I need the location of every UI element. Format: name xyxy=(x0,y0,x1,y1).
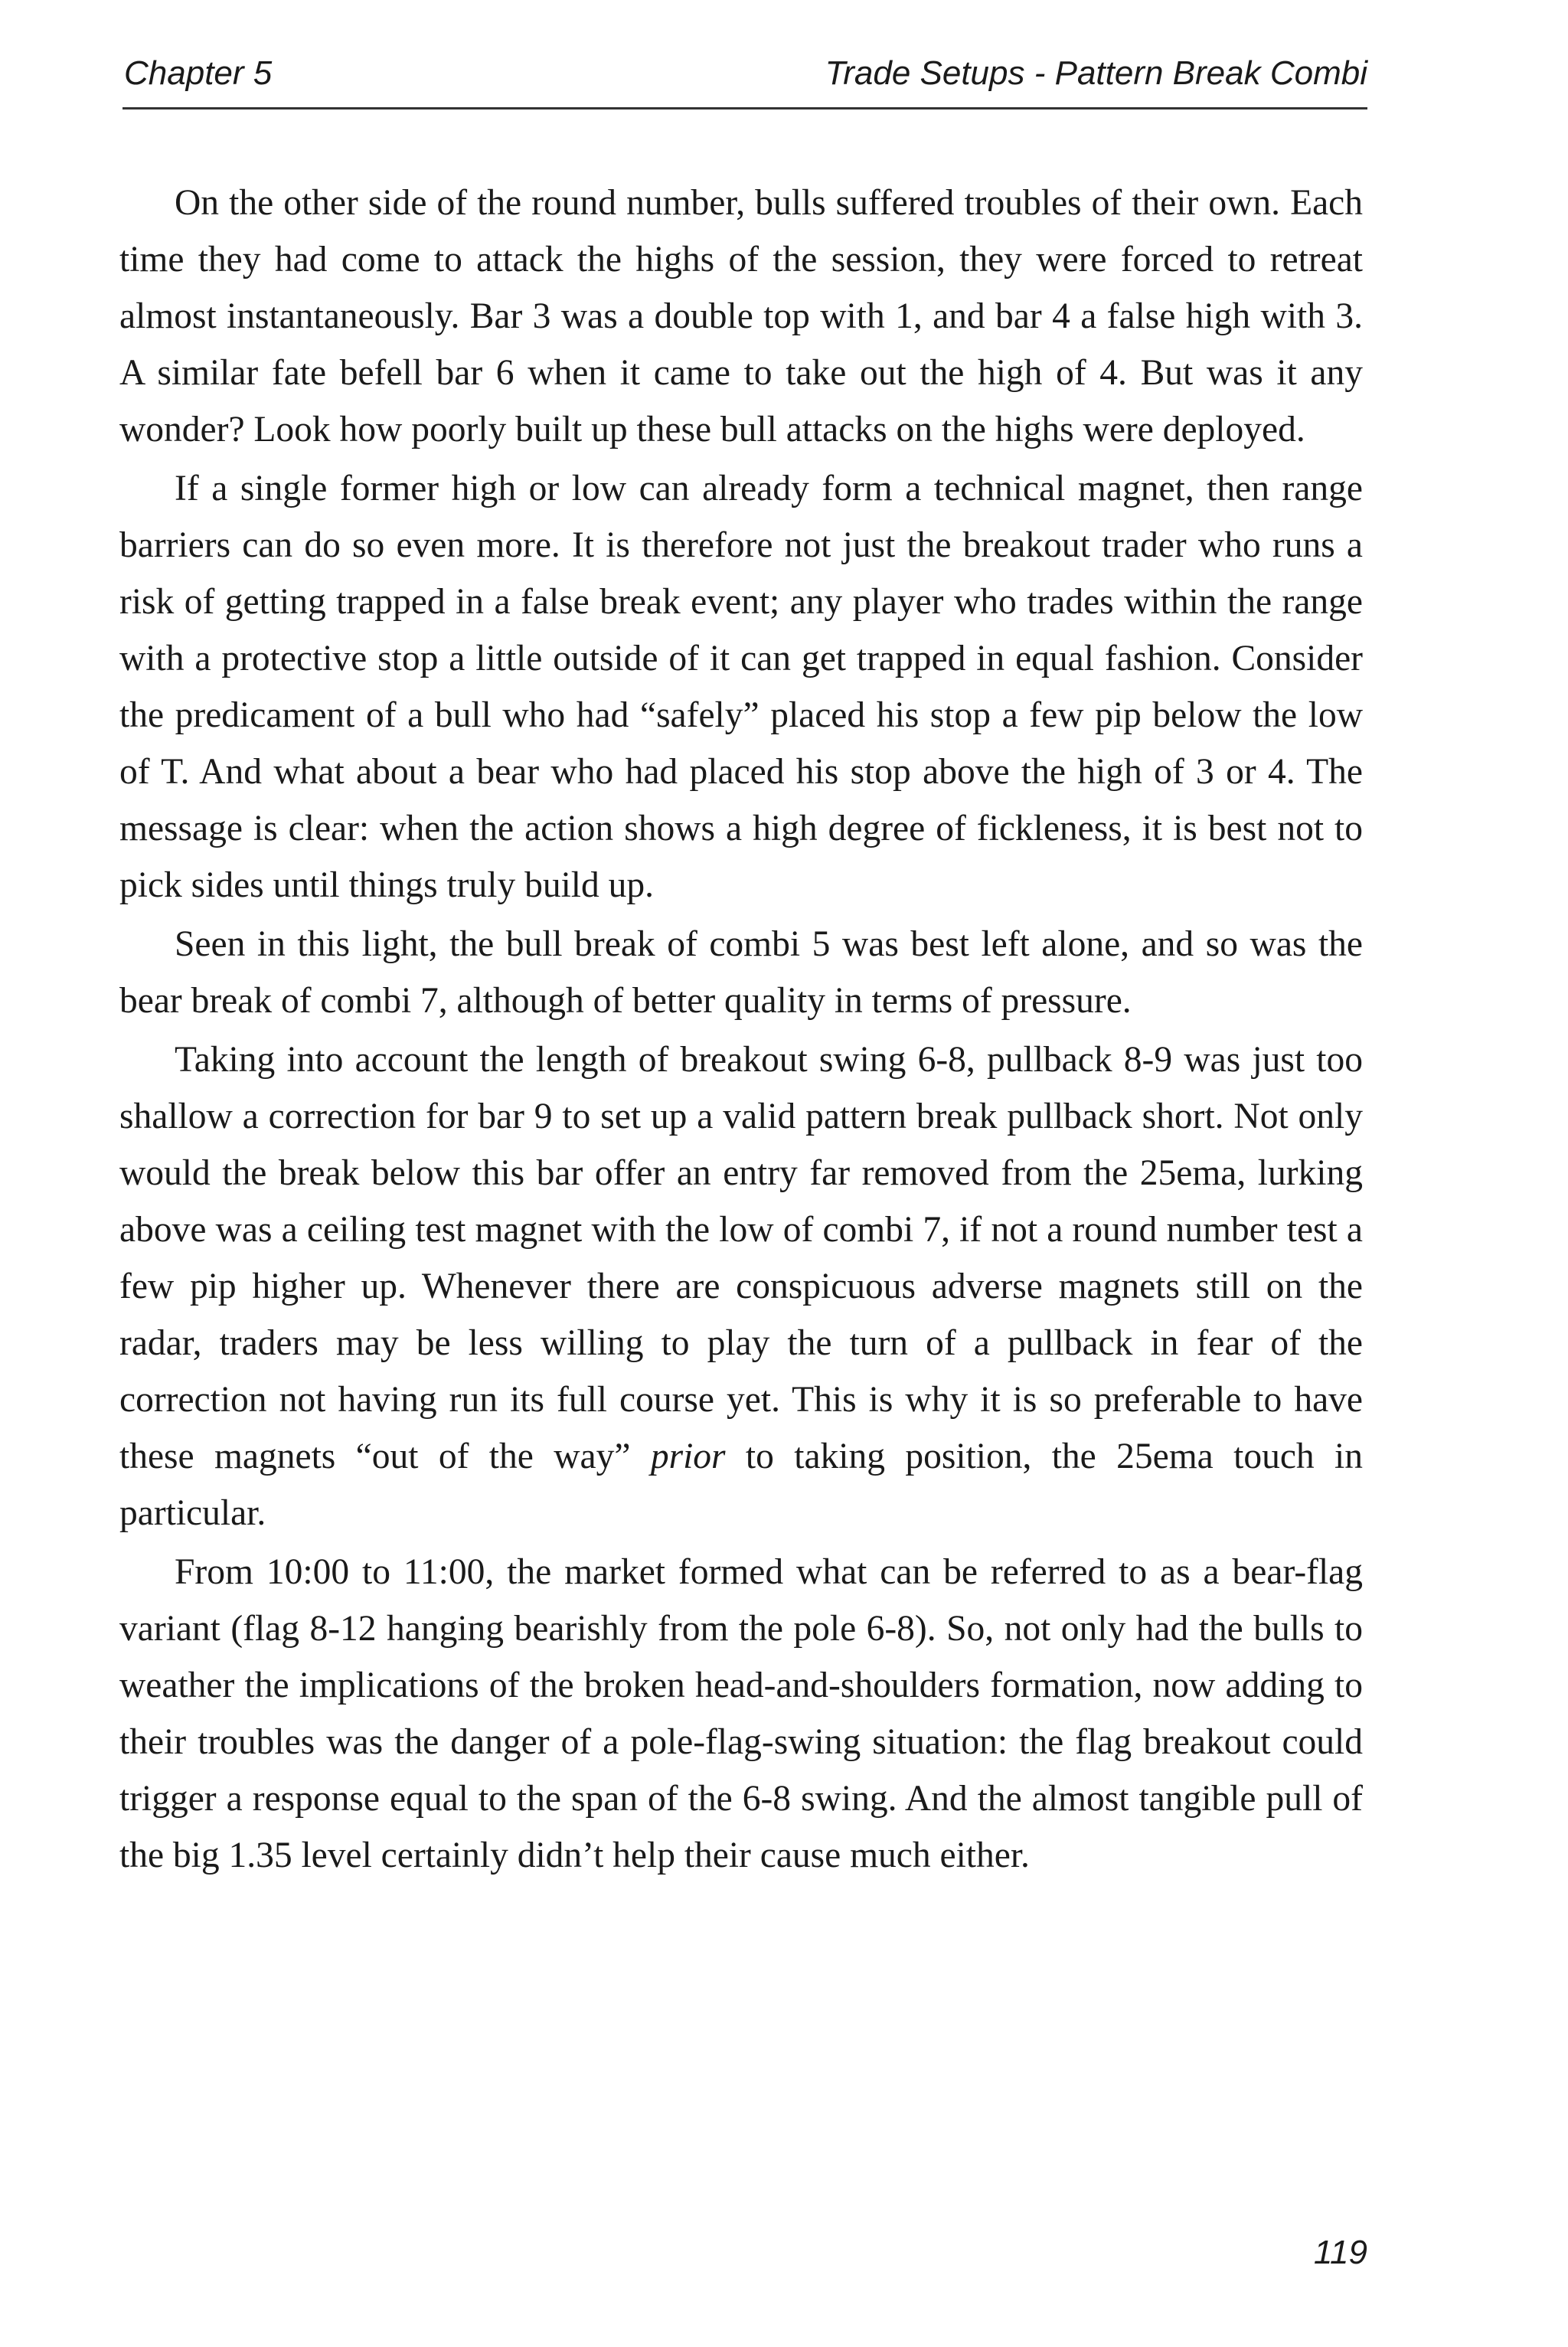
paragraph-1: On the other side of the round number, bulls suffered troubles of their own. Each time they had come to attack the highs of the session, they were forced to retreat almost instantaneously. Bar 3 was a double top with 1, and bar 4 a false high with 3. A similar fate befell bar 6 when it came to take out the high of 4. But was it any wonder? Look how poorly built up these bull attacks on the highs were deployed. xyxy=(119,183,1363,449)
paragraph-5: From 10:00 to 11:00, the market formed what can be referred to as a bear-flag variant (flag 8-12 hanging bearishly from the pole 6-8). So, not only had the bulls to weather the implications of the broken head-and-shoulders formation, now adding to their troubles was the danger of a pole-flag-swing situation: the flag breakout could trigger a response equal to the span of the 6-8 swing. And the almost tangible pull of the big 1.35 level certainly didn’t help their cause much either. xyxy=(119,1552,1363,1875)
section-title: Trade Setups - Pattern Break Combi xyxy=(825,54,1367,92)
paragraph-4-tail: to taking position, the 25ema touch in particular. xyxy=(119,1437,1363,1533)
body-text xyxy=(119,175,1363,1886)
chapter-label: Chapter 5 xyxy=(124,54,273,92)
paragraph-2: If a single former high or low can already form a technical magnet, then range barriers can do so even more. It is therefore not just the breakout trader who runs a risk of getting trapped in a false break event; any player who trades within the range with a protective stop a little outside of it can get trapped in equal fashion. Consider the predicament of a bull who had “safely” placed his stop a few pip below the low of T. And what about a bear who had placed his stop above the high of 3 or 4. The message is clear: when the action shows a high degree of fickleness, it is best not to pick sides until things truly build up. xyxy=(119,469,1363,905)
running-header xyxy=(122,51,1367,110)
paragraph-4-text: Taking into account the length of breakout swing 6-8, pullback 8-9 was just too shallow a correction for bar 9 to set up a valid pattern break pullback short. Not only would the break below this bar offer an entry far removed from the 25ema, lurking above was a ceiling test magnet with the low of combi 7, if not a round number test a few pip higher up. Whenever there are conspicuous adverse magnets still on the radar, traders may be less willing to play the turn of a pullback in fear of the correction not having run its full course yet. This is why it is so preferable to have these magnets “out of the way” xyxy=(119,1040,1363,1476)
page-number: 119 xyxy=(1313,2234,1367,2271)
paragraph-4 xyxy=(119,1031,1363,1541)
paragraph-4-emphasis: prior xyxy=(650,1437,726,1476)
paragraph-3: Seen in this light, the bull break of combi 5 was best left alone, and so was the bear break of combi 7, although of better quality in terms of pressure. xyxy=(119,924,1363,1021)
